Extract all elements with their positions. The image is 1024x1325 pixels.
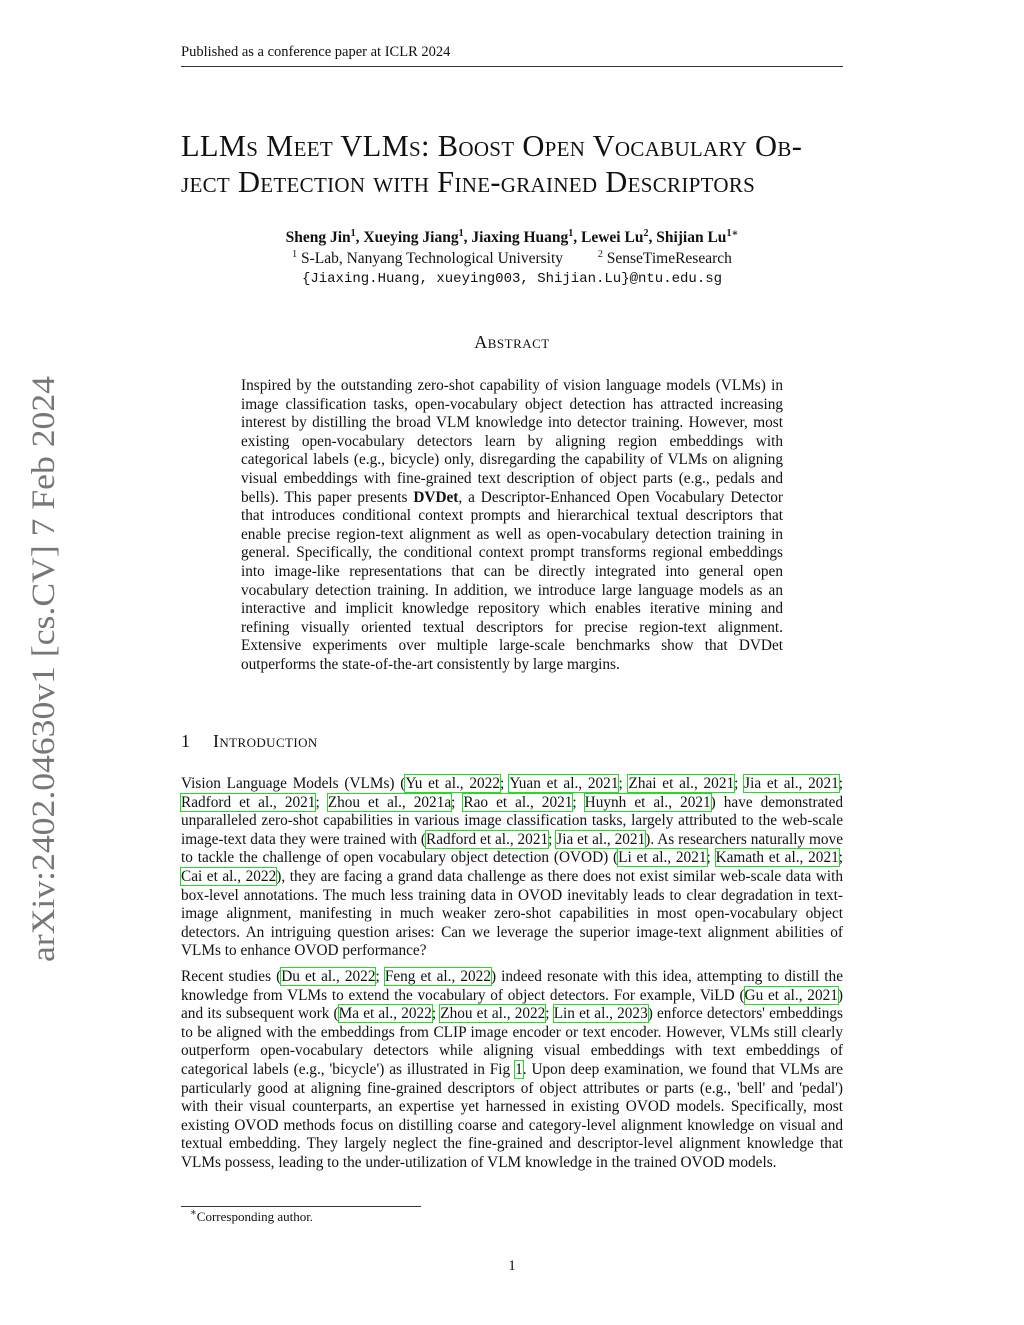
citation-link[interactable]: Zhai et al., 2021 — [628, 775, 735, 792]
arxiv-stamp-text: arXiv:2402.04630v1 [cs.CV] 7 Feb 2024 — [26, 419, 62, 962]
page-number: 1 — [508, 1258, 516, 1274]
text: . Upon deep examination, we found that VLMs are particularly good at aligning fine-grained descriptors of object attributes or parts (e.g., 'bell' and 'pedal') with their visual counterparts, an expertise yet harnessed in existing OVOD models. Specifically, most existing OVOD methods focus on distilling coarse and category-level alignment knowledge on visual and textual embedding. They largely neglect the fine-grained and descriptor-level alignment knowledge that VLMs possess, leading to the under-utilization of VLM knowledge in the trained OVOD models. — [181, 1060, 844, 1171]
author-block — [181, 228, 843, 290]
citation-link[interactable]: Radford et al., 2021 — [181, 793, 316, 811]
arxiv-stamp — [14, 372, 64, 962]
text: ), they are facing a grand data challenge as there does not exist similar web-scale data with box-level annotations. The much less training data in OVOD inevitably leads to clear degradation in text-image alignment, manifesting in much weaker zero-shot capabilities in most open-vocabulary object detectors. An intriguing question arises: Can we leverage the superior image-text alignment abilities of VLMs to enhance OVOD performance? — [181, 867, 843, 960]
text: ). As researchers naturally move to tackle the challenge of open vocabulary object detection (OVOD) ( — [181, 830, 843, 867]
text: Recent studies ( — [181, 968, 282, 985]
citation-link[interactable]: Ma et al., 2022 — [338, 1005, 432, 1023]
citation-link[interactable]: Du et al., 2022 — [281, 968, 376, 985]
paragraph-2: Recent studies (Du et al., 2022; Feng et al., 2022) indeed resonate with this idea, attempting to distill the knowledge from VLMs to extend the vocabulary of object detectors. For example, ViLD (Gu et al., 2021) and its subsequent work (Ma et al., 2022; Zhou et al., 2022; Lin et al., 2023) enforce detectors' embeddings to be aligned with the embeddings from CLIP image encoder or text encoder. However, VLMs still clearly outperform open-vocabulary detectors while aligning visual embeddings with text embeddings of categorical labels (e.g., 'bicycle') as illustrated in Fig 1. Upon deep examination, we found that VLMs are particularly good at aligning fine-grained descriptors of object attributes or parts (e.g., 'bell' and 'pedal') with their visual counterparts, an expertise yet harnessed in existing OVOD models. Specifically, most existing OVOD methods focus on distilling coarse and category-level alignment knowledge on visual and textual embedding. They largely neglect the fine-grained and descriptor-level alignment knowledge that VLMs possess, leading to the under-utilization of VLM knowledge in the trained OVOD models. — [181, 968, 844, 1171]
citation-link[interactable]: Jia et al., 2021 — [556, 830, 646, 848]
abstract-part: Inspired by the outstanding zero-shot capability of vision language models (VLMs) in image classification tasks, open-vocabulary object detection has attracted increasing interest by distilling the broad VLM knowledge into detector training. However, most existing open-vocabulary detectors learn by aligning region embeddings with categorical labels (e.g., bicycle) only, disregarding the capability of VLMs on aligning visual embeddings with fine-grained text description of object parts (e.g., pedals and bells). This paper presents — [241, 377, 783, 506]
text: ) and its subsequent work ( — [181, 986, 843, 1023]
citation-link[interactable]: Cai et al., 2022 — [181, 867, 277, 885]
footnote-text: Corresponding author. — [196, 1209, 314, 1224]
running-header: Published as a conference paper at ICLR 2024 — [181, 44, 451, 60]
affiliation: S-Lab, Nanyang Technological University — [300, 249, 564, 267]
author-emails: {Jiaxing.Huang, xueying003, Shijian.Lu}@ntu.edu.sg — [301, 271, 723, 287]
method-name: DVDet — [413, 488, 459, 506]
section-heading — [181, 731, 318, 752]
footnote: ∗Corresponding author. — [190, 1207, 314, 1224]
author-names: Sheng Jin$^1$, Xueying Jiang$^1$, Jiaxing Huang$^1$, Lewei Lu$^2$, Shijian $Lu^{1∗}$ — [285, 227, 739, 246]
citation-link[interactable]: Gu et al., 2021 — [744, 986, 838, 1004]
author: Sheng Jin — [285, 229, 351, 246]
citation-link[interactable]: Yu et al., 2022 — [405, 775, 500, 792]
author: Xueying Jiang — [363, 229, 459, 246]
author: Lewei Lu — [581, 229, 644, 246]
header-rule — [181, 66, 843, 67]
text: ) indeed resonate with this idea, attempting to distill the knowledge from VLMs to extend the vocabulary of object detectors. For example, ViLD ( — [181, 968, 843, 1004]
affiliations: $^1$ S-Lab, Nanyang Technological University $^2$ SenseTimeResearch — [292, 248, 732, 267]
citation-link[interactable]: Kamath et al., 2021 — [715, 849, 839, 867]
abstract-text — [241, 377, 783, 675]
citation-link[interactable]: Jia et al., 2021 — [744, 775, 839, 792]
abstract-part: , a Descriptor-Enhanced Open Vocabulary Detector that introduces conditional context prompts and hierarchical textual descriptors that enable precise region-text alignment as well as open-vocabulary detection training in general. Specifically, the conditional context prompt transforms regional embeddings into image-like representations that can be directly integrated into general open vocabulary detection training. In addition, we introduce large language models as an interactive and implicit knowledge repository which enables iterative mining and refining visually oriented textual descriptors for precise region-text alignment. Extensive experiments over multiple large-scale benchmarks show that DVDet outperforms the state-of-the-art consistently by large margins. — [241, 488, 783, 673]
citation-link[interactable]: Huynh et al., 2021 — [584, 793, 711, 811]
paper-title — [181, 128, 846, 200]
section-title: Introduction — [213, 731, 318, 751]
footnote-rule — [181, 1206, 421, 1207]
text: ) have demonstrated unparalleled zero-shot capabilities in various image classification tasks, largely attributed to the web-scale image-text data they were trained with ( — [181, 793, 844, 848]
text: ) enforce detectors' embeddings to be aligned with the embeddings from CLIP image encoder or text encoder. However, VLMs still clearly outperform open-vocabulary detectors while aligning visual embeddings with text embeddings of categorical labels (e.g., 'bicycle') as illustrated in Fig — [181, 1005, 844, 1078]
title-line-2: ject Detection with Fine-grained Descriptors — [181, 165, 756, 199]
citation-link[interactable]: Yuan et al., 2021 — [509, 775, 619, 792]
paragraph-1: Vision Language Models (VLMs) (Yu et al., 2022; Yuan et al., 2021; Zhai et al., 2021; Jia et al., 2021; Radford et al., 2021; Zhou et al., 2021a; Rao et al., 2021; Huynh et al., 2021) have demonstrated unparalleled zero-shot capabilities in various image classification tasks, largely attributed to the web-scale image-text data they were trained with (Radford et al., 2021; Jia et al., 2021). As researchers naturally move to tackle the challenge of open vocabulary object detection (OVOD) (Li et al., 2021; Kamath et al., 2021; Cai et al., 2022), they are facing a grand data challenge as there does not exist similar web-scale data with box-level annotations. The much less training data in OVOD inevitably leads to clear degradation in text-image alignment, manifesting in much weaker zero-shot capabilities in most open-vocabulary object detectors. An intriguing question arises: Can we leverage the superior image-text alignment abilities of VLMs to enhance OVOD performance? — [181, 775, 844, 960]
author: Jiaxing Huang — [471, 229, 569, 246]
text: Vision Language Models (VLMs) ( — [181, 775, 406, 792]
title-line-1: LLMs Meet VLMs: Boost Open Vocabulary Ob- — [181, 129, 803, 163]
author: Shijian Lu — [656, 229, 727, 246]
citation-link[interactable]: Li et al., 2021 — [618, 849, 707, 867]
citation-link[interactable]: Rao et al., 2021 — [463, 793, 573, 811]
citation-link[interactable]: Zhou et al., 2022 — [440, 1005, 546, 1023]
figure-link[interactable]: 1 — [515, 1060, 523, 1078]
affiliation: SenseTimeResearch — [606, 249, 732, 267]
citation-link[interactable]: Lin et al., 2023 — [553, 1005, 648, 1023]
citation-link[interactable]: Radford et al., 2021 — [426, 830, 549, 848]
abstract-heading: Abstract — [474, 332, 550, 352]
citation-link[interactable]: Feng et al., 2022 — [384, 968, 491, 985]
citation-link[interactable]: Zhou et al., 2021a — [327, 793, 452, 811]
section-number: 1 — [181, 731, 191, 751]
